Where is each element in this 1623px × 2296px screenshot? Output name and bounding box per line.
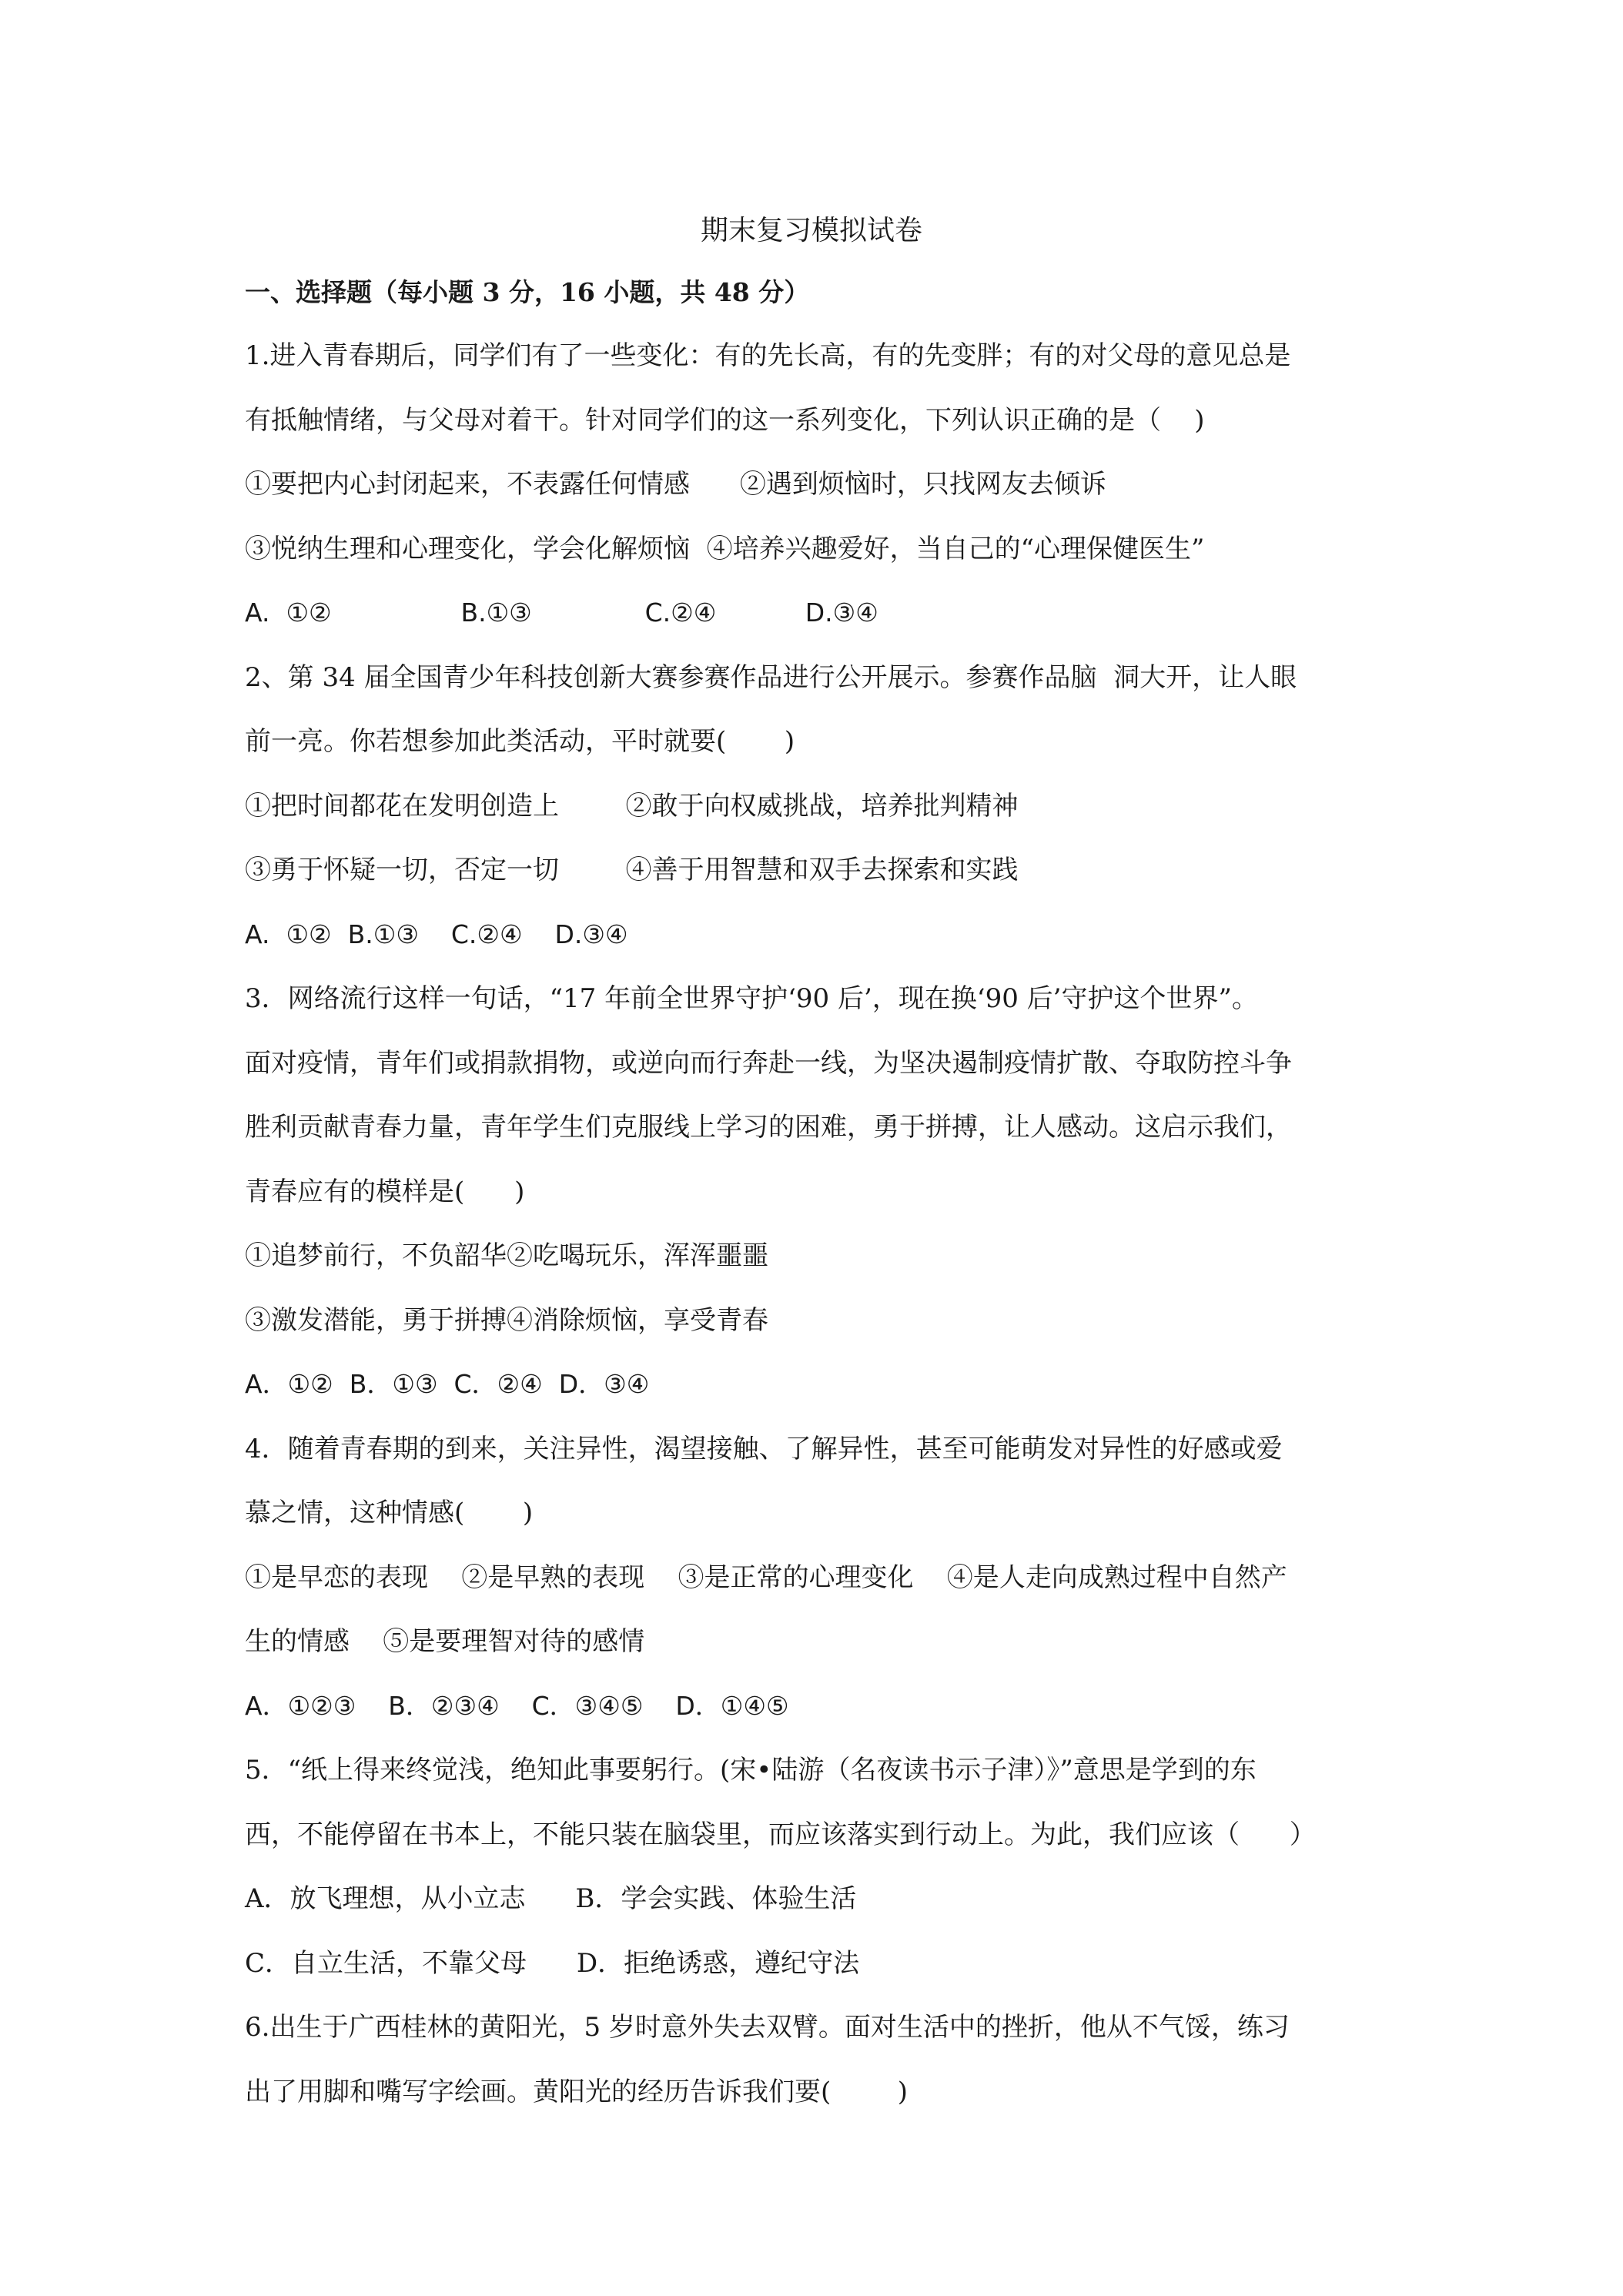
q4-statement-line-2: 生的情感 ⑤是要理智对待的感情 [245, 1626, 645, 1657]
q2-statement-line-1: ①把时间都花在发明创造上 ②敢于向权威挑战，培养批判精神 [245, 790, 1019, 822]
q6-stem-line-2: 出了用脚和嘴写字绘画。黄阳光的经历告诉我们要( ) [245, 2076, 908, 2107]
q1-stem-line-1: 1.进入青春期后，同学们有了一些变化：有的先长高，有的先变胖；有的对父母的意见总是 [245, 340, 1291, 371]
q1-options: A. ①② B.①③ C.②④ D.③④ [245, 597, 878, 628]
q1-statement-line-2: ③悦纳生理和心理变化，学会化解烦恼 ④培养兴趣爱好，当自己的“心理保健医生” [245, 533, 1205, 564]
q4-stem-line-1: 4．随着青春期的到来，关注异性，渴望接触、了解异性，甚至可能萌发对异性的好感或爱 [245, 1433, 1283, 1464]
q1-stem-line-2: 有抵触情绪，与父母对着干。针对同学们的这一系列变化，下列认识正确的是（ ) [245, 404, 1205, 436]
q5-options-line-2: C．自立生活，不靠父母 D．拒绝诱惑，遵纪守法 [245, 1947, 860, 1979]
question-body [245, 333, 1388, 2133]
q3-stem-line-4: 青春应有的模样是( ) [245, 1176, 525, 1207]
q5-stem-line-2: 西，不能停留在书本上，不能只装在脑袋里，而应该落实到行动上。为此，我们应该（ ） [245, 1819, 1316, 1850]
q5-stem-line-1: 5．“纸上得来终觉浅，绝知此事要躬行。(宋•陆游（名夜读书示子津）》”意思是学到的东 [245, 1755, 1257, 1786]
q3-statement-line-2: ③激发潜能，勇于拼搏④消除烦恼，享受青春 [245, 1304, 768, 1336]
q4-options: A．①②③ B．②③④ C．③④⑤ D．①④⑤ [245, 1690, 789, 1721]
q2-stem-line-2: 前一亮。你若想参加此类活动，平时就要( ) [245, 726, 795, 757]
q6-stem-line-1: 6.出生于广西桂林的黄阳光，5 岁时意外失去双臂。面对生活中的挫折，他从不气馁，练习 [245, 2012, 1290, 2043]
q2-stem-line-1: 2、第 34 届全国青少年科技创新大赛参赛作品进行公开展示。参赛作品脑 洞大开，让人眼 [245, 661, 1297, 693]
q3-stem-line-3: 胜利贡献青春力量，青年学生们克服线上学习的困难，勇于拼搏，让人感动。这启示我们， [245, 1112, 1292, 1143]
q2-statement-line-2: ③勇于怀疑一切，否定一切 ④善于用智慧和双手去探索和实践 [245, 855, 1019, 885]
q3-statement-line-1: ①追梦前行，不负韶华②吃喝玩乐，浑浑噩噩 [245, 1240, 768, 1271]
q3-stem-line-2: 面对疫情，青年们或捐款捐物，或逆向而行奔赴一线，为坚决遏制疫情扩散、夺取防控斗争 [245, 1047, 1292, 1079]
q5-options-line-1: A．放飞理想，从小立志 B．学会实践、体验生活 [245, 1883, 857, 1914]
q1-statement-line-1: ①要把内心封闭起来，不表露任何情感 ②遇到烦恼时，只找网友去倾诉 [245, 469, 1106, 500]
section-heading: 一、选择题（每小题 3 分，16 小题，共 48 分） [245, 277, 810, 307]
q2-options: A. ①② B.①③ C.②④ D.③④ [245, 919, 628, 949]
page-title: 期末复习模拟试卷 [700, 215, 922, 246]
q4-stem-line-2: 慕之情，这种情感( ) [245, 1498, 534, 1528]
q4-statement-line-1: ①是早恋的表现 ②是早熟的表现 ③是正常的心理变化 ④是人走向成熟过程中自然产 [245, 1561, 1287, 1593]
q3-stem-line-1: 3．网络流行这样一句话，“17 年前全世界守护‘90 后’，现在换‘90 后’守护这个世界”。 [245, 983, 1258, 1014]
q3-options: A．①② B．①③ C．②④ D．③④ [245, 1369, 650, 1399]
